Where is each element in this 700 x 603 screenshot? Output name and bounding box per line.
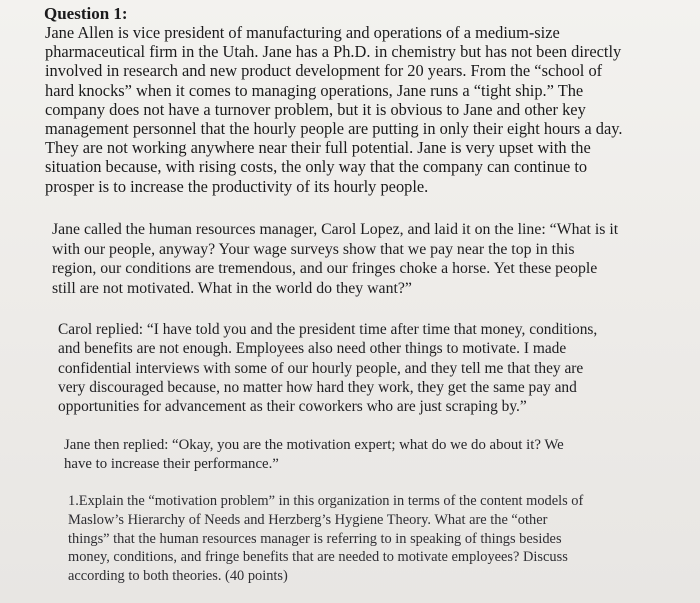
paragraph-jane-reply — [64, 436, 564, 474]
paragraph-line: have to increase their performance.” — [64, 456, 279, 472]
paragraph-line: Jane then replied: “Okay, you are the motivation expert; what do we do about it? We — [64, 437, 564, 453]
paragraph-jane-call — [52, 220, 618, 298]
paragraph-line: prosper is to increase the productivity of its hourly people. — [45, 176, 429, 196]
paragraph-line: according to both theories. (40 points) — [68, 568, 288, 585]
paragraph-line: management personnel that the hourly people are putting in only their eight hours a day. — [45, 119, 623, 139]
question-title: Question 1: — [44, 4, 128, 23]
paragraph-line: money, conditions, and fringe benefits that are needed to motivate employees? Discuss — [68, 549, 568, 566]
paragraph-line: hard knocks” when it comes to managing operations, Jane runs a “tight ship.” The — [45, 80, 584, 100]
paragraph-line: region, our conditions are tremendous, and our fringes choke a horse. Yet these people — [52, 260, 598, 277]
paragraph-line: very discouraged because, no matter how hard they work, they get the same pay and — [58, 378, 577, 396]
paragraph-line: opportunities for advancement as their coworkers who are just scraping by.” — [58, 398, 527, 416]
paragraph-line: confidential interviews with some of our hourly people, and they tell me that they are — [58, 359, 584, 377]
paragraph-line: and benefits are not enough. Employees also need other things to motivate. I made — [58, 340, 567, 358]
paragraph-line: still are not motivated. What in the world do they want?” — [52, 279, 412, 297]
paragraph-line: Jane called the human resources manager, Carol Lopez, and laid it on the line: “What is it — [52, 221, 619, 238]
paragraph-line: things” that the human resources manager is referring to in speaking of things besides — [68, 530, 562, 547]
paragraph-line: situation because, with rising costs, the only way that the company can continue to — [45, 157, 588, 177]
paragraph-line: Maslow’s Hierarchy of Needs and Herzberg’s Hygiene Theory. What are the “other — [68, 511, 548, 528]
paragraph-line: company does not have a turnover problem, but it is obvious to Jane and other key — [45, 99, 586, 119]
paragraph-line: involved in research and new product development for 20 years. From the “school of — [45, 61, 603, 81]
paragraph-carol-reply — [58, 320, 597, 416]
paragraph-line: 1.Explain the “motivation problem” in this organization in terms of the content models of — [68, 493, 584, 509]
paragraph-line: pharmaceutical firm in the Utah. Jane has a Ph.D. in chemistry but has not been directly — [45, 42, 622, 62]
paragraph-line: with our people, anyway? Your wage surveys show that we pay near the top in this — [52, 240, 575, 258]
paragraph-background — [45, 23, 622, 196]
paragraph-line: Jane Allen is vice president of manufacturing and operations of a medium-size — [45, 23, 560, 42]
paragraph-line: They are not working anywhere near their full potential. Jane is very upset with the — [45, 138, 591, 158]
paragraph-line: Carol replied: “I have told you and the president time after time that money, conditions, — [58, 321, 598, 338]
question-prompt — [68, 492, 583, 586]
